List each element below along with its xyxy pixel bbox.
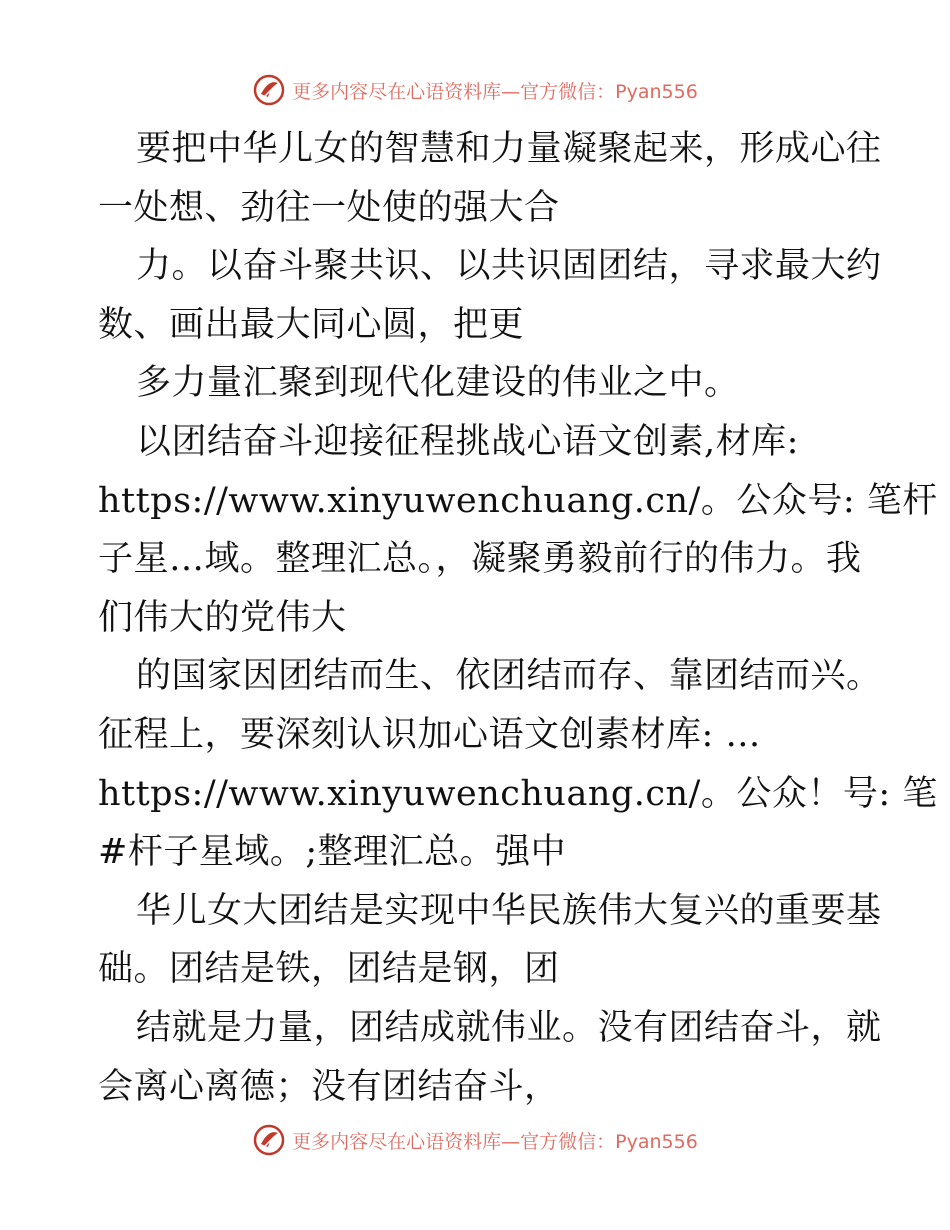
banner-separator: — xyxy=(501,80,521,103)
banner-wechat: 官方微信：Pyan556 xyxy=(520,80,698,103)
header-banner xyxy=(0,70,950,110)
text-line: 结就是力量，团结成就伟业。没有团结奋斗，就 xyxy=(136,1007,882,1048)
text-line: 要把中华儿女的智慧和力量凝聚起来，形成心往 xyxy=(136,129,882,169)
text-line: 力。以奋斗聚共识、以共识固团结，寻求最大约 xyxy=(136,246,882,287)
text-line: https://www.xinyuwenchuang.cn/。公众！号: 笔 xyxy=(98,773,938,814)
text-line: 会离心离德；没有团结奋斗， xyxy=(98,1066,560,1107)
text-line: 子星…域。整理汇总。，凝聚勇毅前行的伟力。我 xyxy=(98,539,862,580)
text-line: 多力量汇聚到现代化建设的伟业之中。 xyxy=(136,363,740,404)
logo-icon xyxy=(252,1123,286,1157)
text-line: 的国家因团结而生、依团结而存、靠团结而兴。 xyxy=(136,656,882,697)
banner-title: 更多内容尽在心语资料库 xyxy=(292,80,502,103)
text-line: 华儿女大团结是实现中华民族伟大复兴的重要基 xyxy=(136,890,882,931)
text-line: 征程上，要深刻认识加心语文创素材库: … xyxy=(98,714,761,755)
text-line: 以团结奋斗迎接征程挑战心语文创素,材库: xyxy=(136,421,799,462)
banner-text xyxy=(292,1127,698,1154)
banner-separator: — xyxy=(501,1130,521,1153)
document-body xyxy=(98,120,938,1116)
logo-icon xyxy=(252,73,286,107)
text-line: 们伟大的党伟大 xyxy=(98,597,347,638)
text-line: https://www.xinyuwenchuang.cn/。公众号: 笔杆 xyxy=(98,480,938,521)
footer-banner xyxy=(0,1120,950,1160)
banner-title: 更多内容尽在心语资料库 xyxy=(292,1130,502,1153)
text-line: #杆子星域。;整理汇总。强中 xyxy=(98,832,567,873)
banner-wechat: 官方微信：Pyan556 xyxy=(520,1130,698,1153)
text-line: 一处想、劲往一处使的强大合 xyxy=(98,187,560,228)
banner-text xyxy=(292,77,698,104)
text-line: 数、画出最大同心圆，把更 xyxy=(98,304,525,345)
text-line: 础。团结是铁，团结是钢，团 xyxy=(98,949,560,990)
